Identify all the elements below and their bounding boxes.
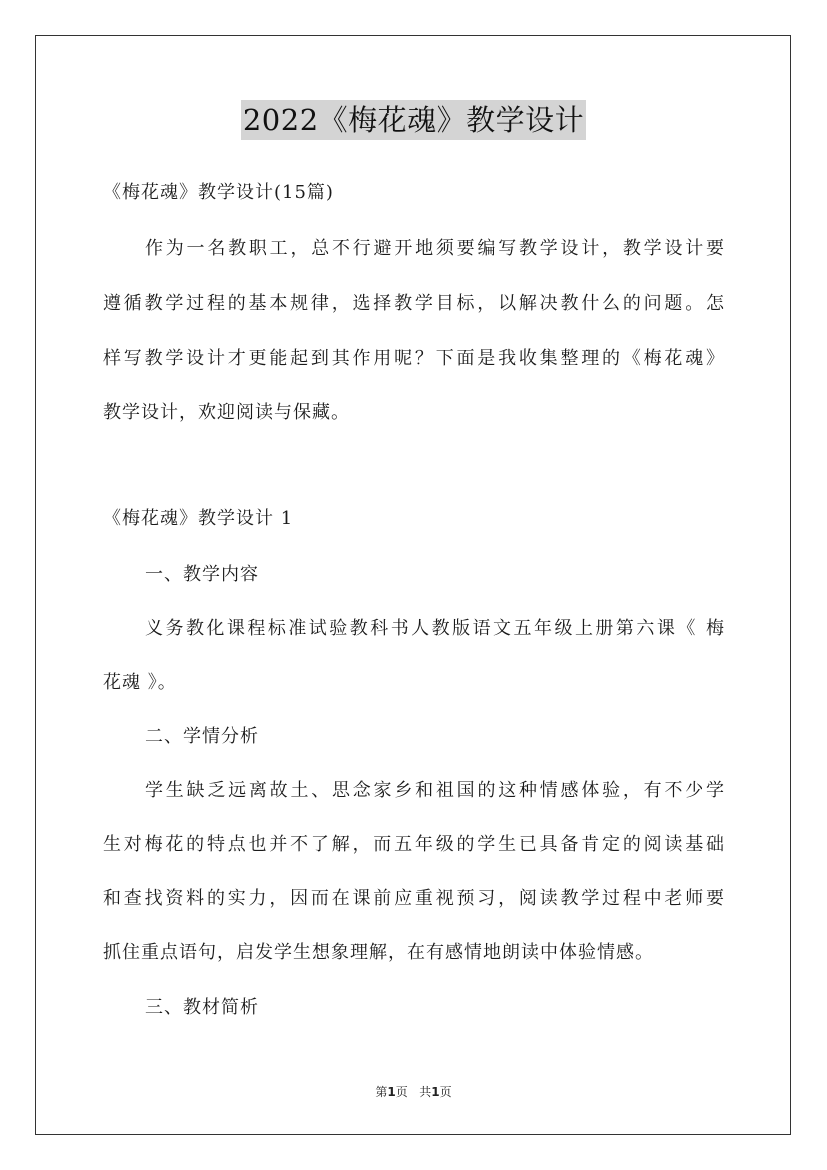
paragraph-line: 样写教学设计才更能起到其作用呢？下面是我收集整理的《梅花魂》 <box>103 348 725 369</box>
intro-heading: 《梅花魂》教学设计(15篇) <box>103 182 334 203</box>
paragraph-line: 花魂 》。 <box>103 672 177 693</box>
footer-suffix: 页 <box>439 1085 452 1099</box>
document-title: 2022《梅花魂》教学设计 <box>241 100 586 140</box>
paragraph-line: 遵循教学过程的基本规律，选择教学目标，以解决教什么的问题。怎 <box>103 293 725 314</box>
paragraph-line: 学生缺乏远离故土、思念家乡和祖国的这种情感体验，有不少学 <box>145 780 725 801</box>
footer-page-current: 1 <box>387 1085 396 1099</box>
paragraph-line: 义务教化课程标准试验教科书人教版语文五年级上册第六课《 梅 <box>145 618 725 639</box>
footer-page-total: 1 <box>431 1085 440 1099</box>
title-container <box>0 100 827 140</box>
section-heading: 三、教材简析 <box>145 997 259 1018</box>
section-heading: 二、学情分析 <box>145 726 259 747</box>
footer-prefix: 第 <box>375 1085 388 1099</box>
section-heading: 一、教学内容 <box>145 564 259 585</box>
paragraph-line: 生对梅花的特点也并不了解，而五年级的学生已具备肯定的阅读基础 <box>103 834 725 855</box>
paragraph-line: 作为一名教职工，总不行避开地须要编写教学设计，教学设计要 <box>145 238 725 259</box>
section-title: 《梅花魂》教学设计 1 <box>103 508 294 529</box>
page-footer <box>0 1084 827 1100</box>
paragraph-line: 教学设计，欢迎阅读与保藏。 <box>103 402 350 423</box>
paragraph-line: 和查找资料的实力，因而在课前应重视预习，阅读教学过程中老师要 <box>103 888 725 909</box>
footer-middle: 页 共 <box>395 1085 432 1099</box>
paragraph-line: 抓住重点语句，启发学生想象理解，在有感情地朗读中体验情感。 <box>103 942 654 963</box>
